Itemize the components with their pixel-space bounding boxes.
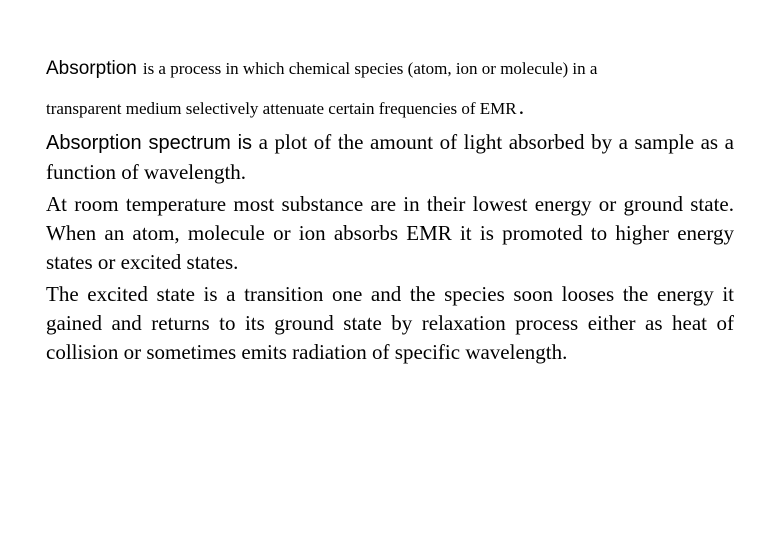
absorption-spectrum-text: a plot of the amount of light absorbed by a sample as a function of wavelength.	[46, 130, 734, 184]
absorption-spectrum-term: Absorption spectrum is	[46, 132, 253, 154]
room-temperature-paragraph: At room temperature most substance are in their lowest energy or ground state. When an atom, molecule or ion absorbs EMR it is promoted to higher energy states or excited states.	[46, 192, 734, 274]
excited-state-paragraph: The excited state is a transition one and the species soon looses the energy it gained and returns to its ground state by relaxation process either as heat of collision or sometimes emits radiation of specific wavelength.	[46, 282, 734, 364]
absorption-definition-line-2	[46, 94, 524, 122]
absorption-definition-period: .	[518, 94, 525, 119]
absorption-definition-text: is a process in which chemical species (atom, ion or molecule) in a	[142, 59, 598, 78]
absorption-definition-line-1	[46, 56, 746, 82]
absorption-term: Absorption	[46, 58, 137, 79]
absorption-definition-continuation: transparent medium selectively attenuate certain frequencies of EMR	[46, 99, 517, 118]
absorption-spectrum-paragraph	[46, 128, 734, 187]
body-text	[46, 128, 734, 370]
